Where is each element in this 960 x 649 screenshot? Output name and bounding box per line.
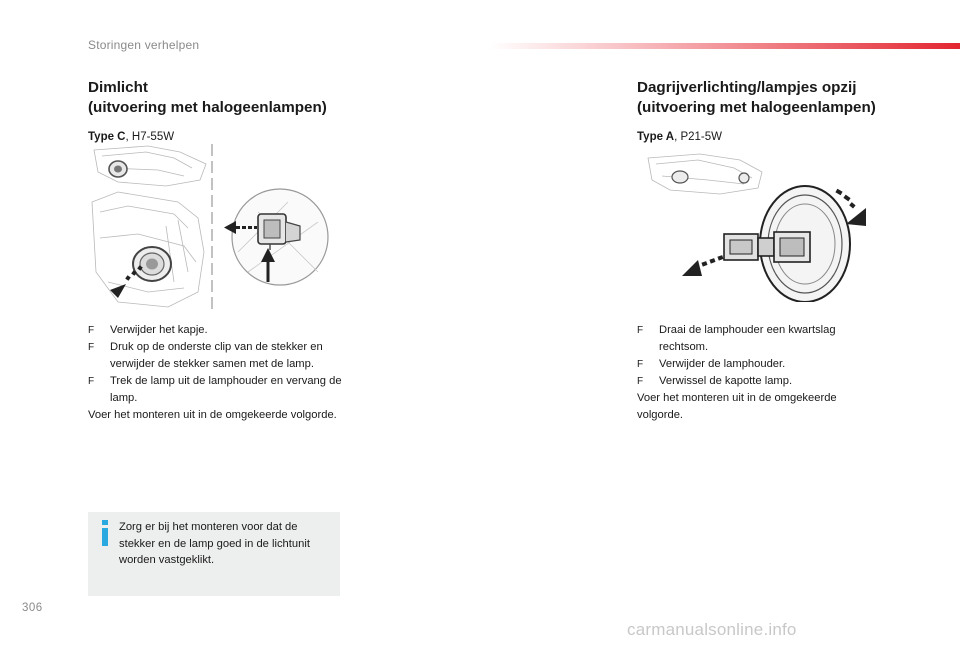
right-step-text: Draai de lamphouder een kwartslag rechtsom. xyxy=(659,324,836,353)
bullet-glyph: F xyxy=(637,376,644,387)
right-step-text: Verwijder de lamphouder. xyxy=(659,358,786,370)
left-step-text: Verwijder het kapje. xyxy=(110,324,208,336)
pull-arrow xyxy=(682,255,724,276)
right-step xyxy=(637,373,882,390)
left-step xyxy=(88,373,348,407)
right-section-title xyxy=(637,78,907,118)
left-type-label: Type C xyxy=(88,131,126,143)
left-closing: Voer het monteren uit in de omgekeerde volgorde. xyxy=(88,409,337,421)
drl-illustration xyxy=(640,152,880,302)
right-type-label: Type A xyxy=(637,131,675,143)
running-header: Storingen verhelpen xyxy=(88,38,200,52)
right-steps xyxy=(637,322,882,424)
info-icon xyxy=(100,520,110,546)
watermark: carmanualsonline.info xyxy=(627,620,797,639)
right-step xyxy=(637,356,882,373)
bullet-glyph: F xyxy=(637,359,644,370)
headlight-small-drawing xyxy=(94,146,206,186)
bullet-glyph: F xyxy=(88,325,95,336)
left-step-text: Trek de lamp uit de lamphouder en vervang de lamp. xyxy=(110,375,342,404)
headlight-drawing xyxy=(648,154,762,194)
right-title-line1: Dagrijverlichting/lampjes opzij xyxy=(637,79,857,96)
left-step-text: Druk op de onderste clip van de stekker en verwijder de stekker samen met de lamp. xyxy=(110,341,323,370)
left-section xyxy=(88,78,353,143)
right-type-value: , P21-5W xyxy=(674,131,722,143)
left-steps xyxy=(88,322,348,424)
bullet-glyph: F xyxy=(88,342,95,353)
info-note-text: Zorg er bij het monteren voor dat de stekker en de lamp goed in de lichtunit worden vastgeklikt. xyxy=(119,521,310,566)
left-step xyxy=(88,322,348,339)
left-step xyxy=(88,339,348,373)
right-title-line2: (uitvoering met halogeenlampen) xyxy=(637,99,876,116)
left-type-value: , H7-55W xyxy=(125,131,175,143)
right-step xyxy=(637,322,882,356)
left-title-line2: (uitvoering met halogeenlampen) xyxy=(88,99,327,116)
lamp-detail-circle xyxy=(232,189,328,285)
right-section xyxy=(637,78,907,143)
left-section-title xyxy=(88,78,353,118)
right-type-line xyxy=(637,131,907,143)
header-rule xyxy=(490,43,960,49)
bullet-glyph: F xyxy=(88,376,95,387)
right-closing: Voer het monteren uit in de omgekeerde volgorde. xyxy=(637,392,837,421)
info-note xyxy=(88,512,340,596)
low-beam-illustration xyxy=(88,142,343,314)
left-title-line1: Dimlicht xyxy=(88,79,148,96)
bullet-glyph: F xyxy=(637,325,644,336)
page-number: 306 xyxy=(22,602,43,614)
headlight-large-drawing xyxy=(92,192,204,307)
right-step-text: Verwissel de kapotte lamp. xyxy=(659,375,793,387)
